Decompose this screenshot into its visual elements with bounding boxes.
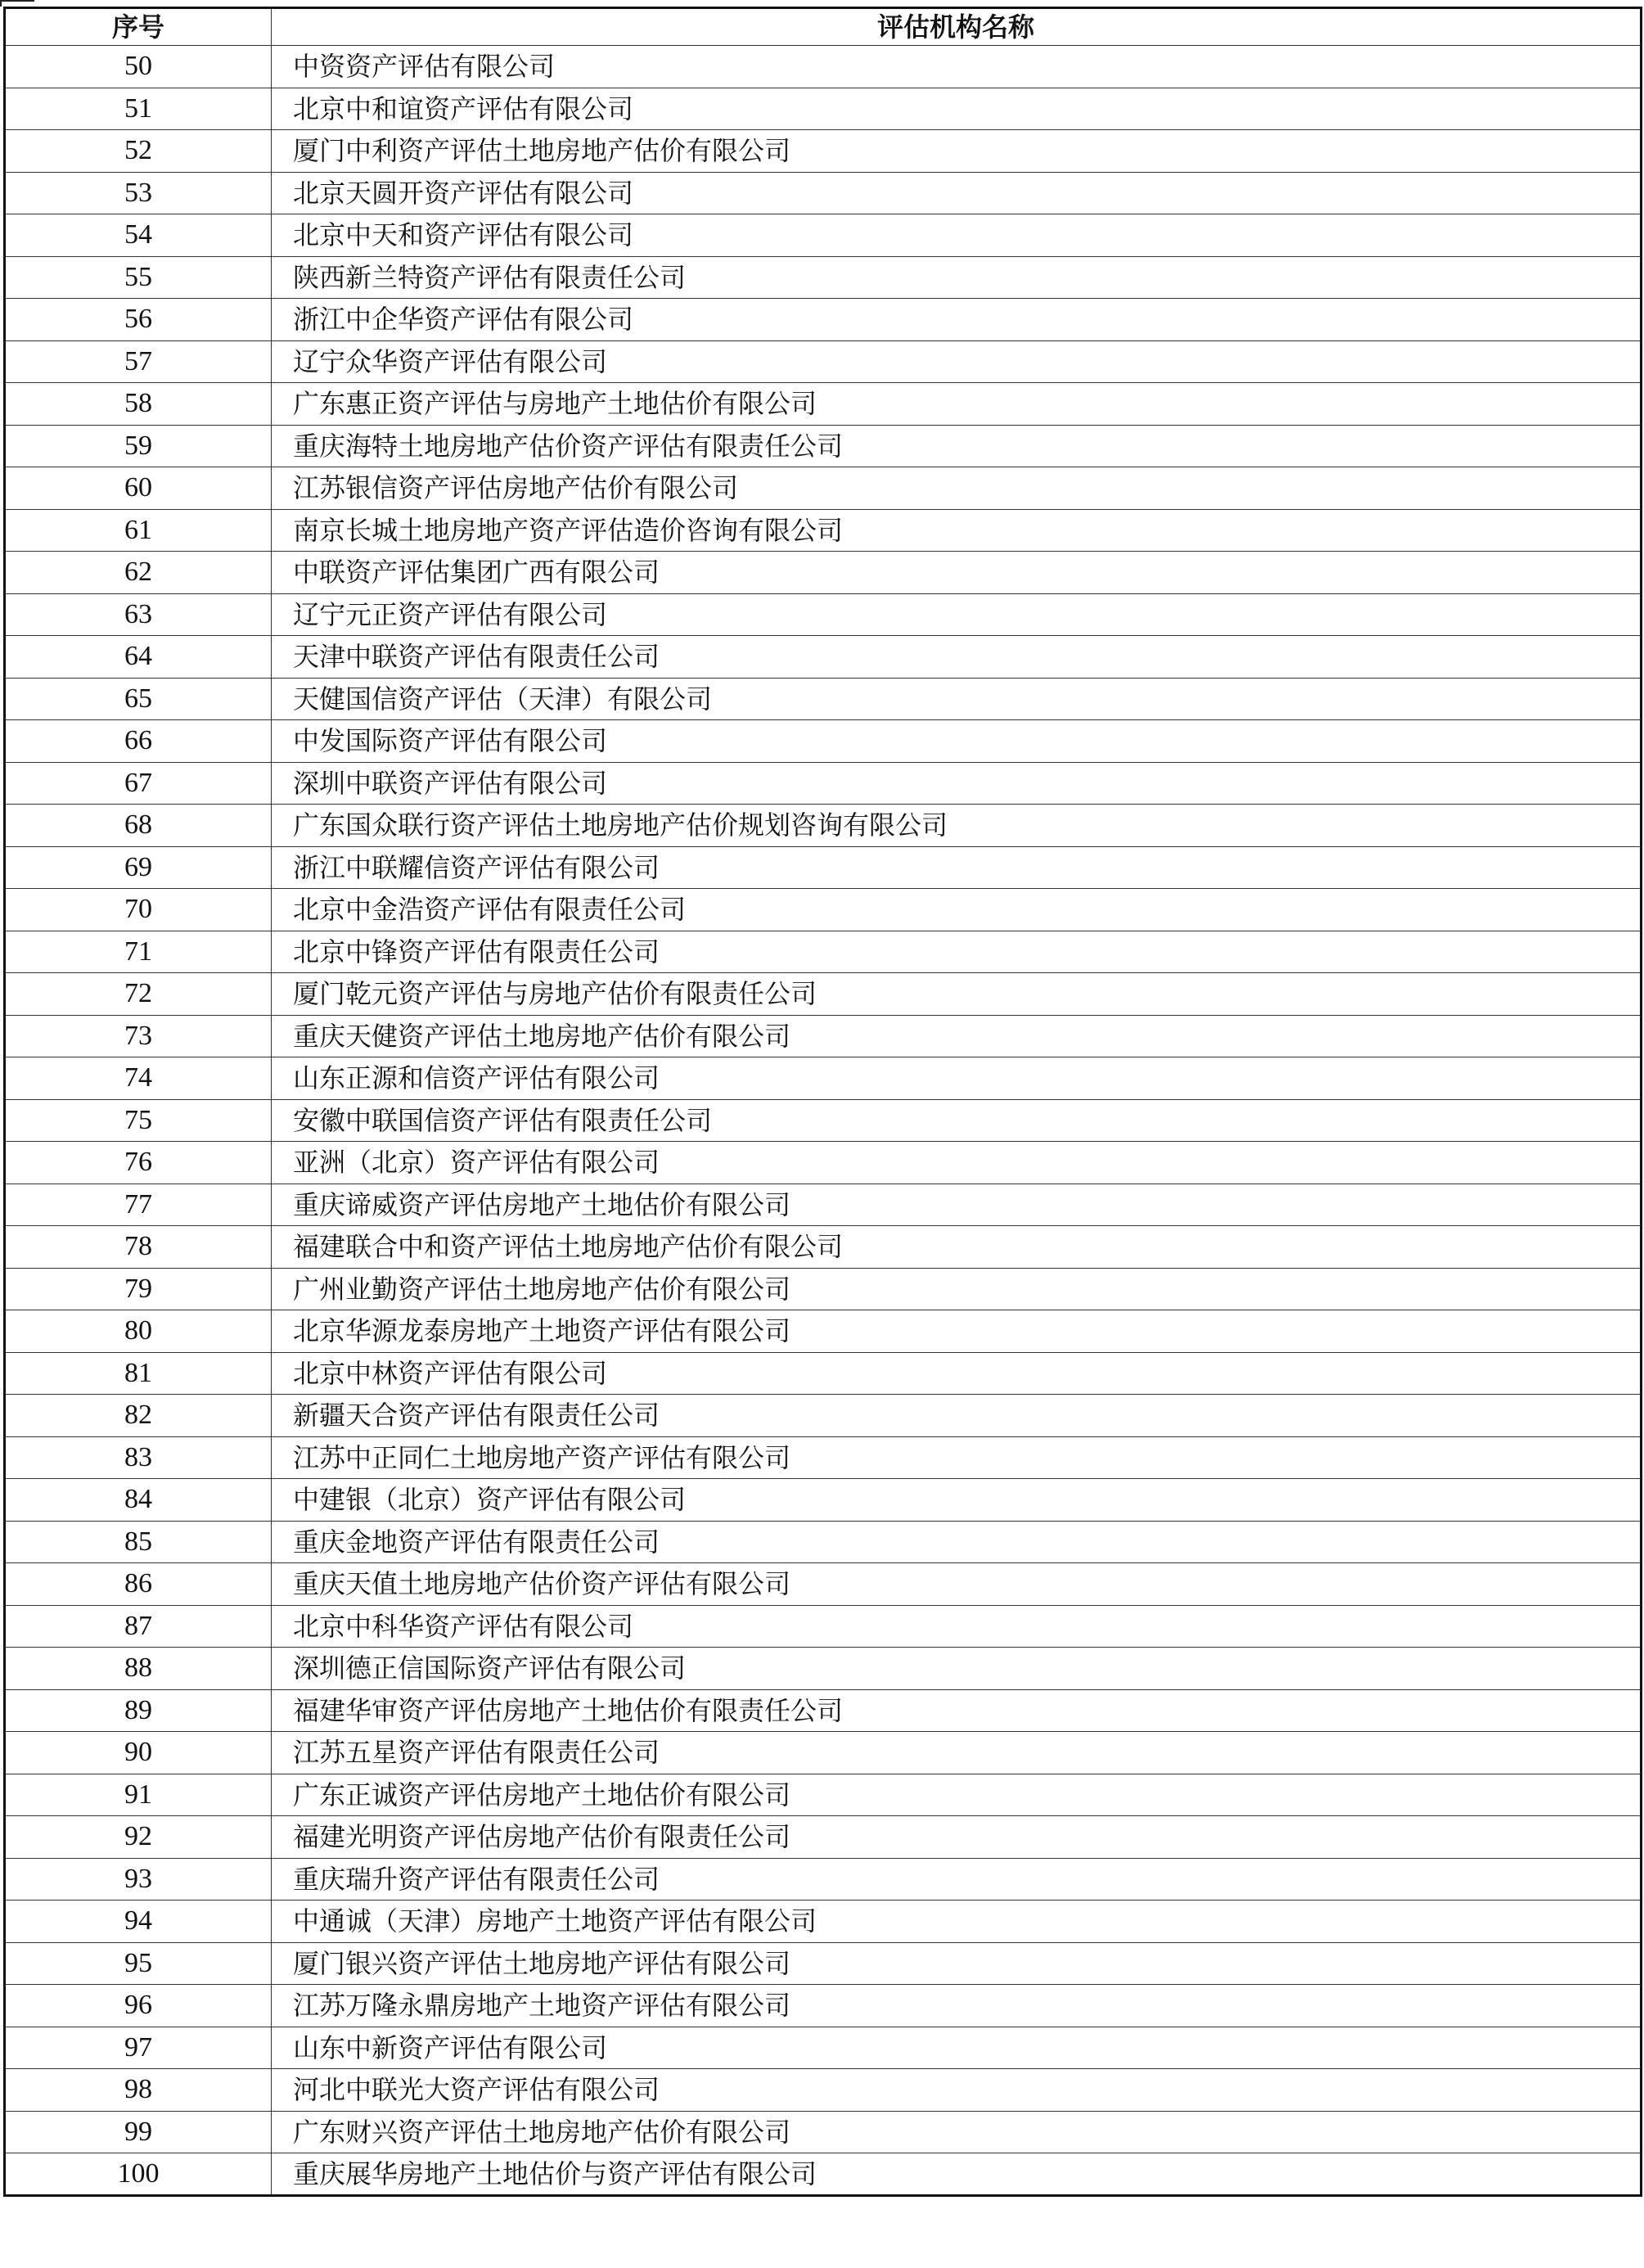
row-agency-name: 广东正诚资产评估房地产土地估价有限公司 (272, 1774, 1642, 1816)
table-row (5, 720, 1642, 763)
row-agency-name: 河北中联光大资产评估有限公司 (272, 2069, 1642, 2112)
table-row (5, 636, 1642, 679)
table-row (5, 1689, 1642, 1732)
row-serial-number: 71 (5, 931, 272, 973)
table-row (5, 1015, 1642, 1057)
row-serial-number: 66 (5, 720, 272, 763)
row-agency-name: 北京中锋资产评估有限责任公司 (272, 931, 1642, 973)
row-serial-number: 76 (5, 1142, 272, 1184)
row-agency-name: 中资资产评估有限公司 (272, 46, 1642, 88)
row-agency-name: 重庆天值土地房地产估价资产评估有限公司 (272, 1563, 1642, 1606)
row-agency-name: 山东正源和信资产评估有限公司 (272, 1057, 1642, 1100)
table-row (5, 172, 1642, 214)
row-serial-number: 60 (5, 467, 272, 510)
row-agency-name: 广州业勤资产评估土地房地产估价有限公司 (272, 1268, 1642, 1310)
table-row (5, 2027, 1642, 2069)
table-row (5, 1479, 1642, 1522)
table-row (5, 1985, 1642, 2027)
row-serial-number: 99 (5, 2111, 272, 2153)
table-row (5, 509, 1642, 552)
row-serial-number: 80 (5, 1310, 272, 1353)
row-serial-number: 97 (5, 2027, 272, 2069)
row-agency-name: 北京中林资产评估有限公司 (272, 1352, 1642, 1395)
row-serial-number: 58 (5, 383, 272, 426)
table-row (5, 88, 1642, 130)
row-serial-number: 88 (5, 1648, 272, 1690)
row-serial-number: 86 (5, 1563, 272, 1606)
row-agency-name: 浙江中企华资产评估有限公司 (272, 299, 1642, 341)
row-serial-number: 53 (5, 172, 272, 214)
table-row (5, 1268, 1642, 1310)
row-agency-name: 重庆天健资产评估土地房地产估价有限公司 (272, 1015, 1642, 1057)
table-row (5, 1605, 1642, 1648)
row-serial-number: 50 (5, 46, 272, 88)
row-agency-name: 新疆天合资产评估有限责任公司 (272, 1395, 1642, 1437)
page-corner-mark (0, 0, 34, 7)
table-row (5, 425, 1642, 467)
table-row (5, 1901, 1642, 1943)
row-agency-name: 北京中科华资产评估有限公司 (272, 1605, 1642, 1648)
row-agency-name: 广东国众联行资产评估土地房地产估价规划咨询有限公司 (272, 805, 1642, 847)
row-serial-number: 56 (5, 299, 272, 341)
row-agency-name: 中发国际资产评估有限公司 (272, 720, 1642, 763)
table-row (5, 1142, 1642, 1184)
header-row (5, 8, 1642, 46)
table-row (5, 1395, 1642, 1437)
table-row (5, 1310, 1642, 1353)
table-row (5, 467, 1642, 510)
table-row (5, 678, 1642, 720)
table-row (5, 340, 1642, 383)
row-agency-name: 浙江中联耀信资产评估有限公司 (272, 846, 1642, 889)
row-agency-name: 江苏万隆永鼎房地产土地资产评估有限公司 (272, 1985, 1642, 2027)
row-serial-number: 62 (5, 552, 272, 594)
table-row (5, 1816, 1642, 1859)
row-agency-name: 重庆展华房地产土地估价与资产评估有限公司 (272, 2153, 1642, 2196)
row-serial-number: 81 (5, 1352, 272, 1395)
row-agency-name: 江苏银信资产评估房地产估价有限公司 (272, 467, 1642, 510)
header-serial-number: 序号 (5, 8, 272, 46)
table-row (5, 593, 1642, 636)
row-serial-number: 73 (5, 1015, 272, 1057)
row-serial-number: 51 (5, 88, 272, 130)
row-agency-name: 亚洲（北京）资产评估有限公司 (272, 1142, 1642, 1184)
row-agency-name: 重庆瑞升资产评估有限责任公司 (272, 1858, 1642, 1901)
row-serial-number: 91 (5, 1774, 272, 1816)
table-row (5, 1774, 1642, 1816)
row-agency-name: 福建华审资产评估房地产土地估价有限责任公司 (272, 1689, 1642, 1732)
table-row (5, 130, 1642, 173)
row-serial-number: 82 (5, 1395, 272, 1437)
table-row (5, 1226, 1642, 1269)
table-row (5, 256, 1642, 299)
row-agency-name: 北京中金浩资产评估有限责任公司 (272, 889, 1642, 931)
row-agency-name: 中联资产评估集团广西有限公司 (272, 552, 1642, 594)
row-serial-number: 83 (5, 1436, 272, 1479)
row-serial-number: 93 (5, 1858, 272, 1901)
table-row (5, 846, 1642, 889)
row-serial-number: 70 (5, 889, 272, 931)
row-serial-number: 65 (5, 678, 272, 720)
row-serial-number: 72 (5, 973, 272, 1016)
table-header (5, 8, 1642, 46)
row-agency-name: 辽宁元正资产评估有限公司 (272, 593, 1642, 636)
table-row (5, 2111, 1642, 2153)
appraisal-agency-table (3, 7, 1642, 2197)
table-body (5, 46, 1642, 2196)
row-serial-number: 77 (5, 1184, 272, 1226)
row-agency-name: 江苏五星资产评估有限责任公司 (272, 1732, 1642, 1774)
table-row (5, 299, 1642, 341)
row-serial-number: 94 (5, 1901, 272, 1943)
table-row (5, 973, 1642, 1016)
row-agency-name: 广东财兴资产评估土地房地产估价有限公司 (272, 2111, 1642, 2153)
row-serial-number: 87 (5, 1605, 272, 1648)
row-serial-number: 54 (5, 214, 272, 257)
table-row (5, 2069, 1642, 2112)
row-serial-number: 85 (5, 1521, 272, 1563)
row-agency-name: 北京华源龙泰房地产土地资产评估有限公司 (272, 1310, 1642, 1353)
table-row (5, 1436, 1642, 1479)
table-row (5, 46, 1642, 88)
row-agency-name: 中通诚（天津）房地产土地资产评估有限公司 (272, 1901, 1642, 1943)
row-serial-number: 90 (5, 1732, 272, 1774)
row-agency-name: 北京中天和资产评估有限公司 (272, 214, 1642, 257)
row-serial-number: 68 (5, 805, 272, 847)
row-serial-number: 63 (5, 593, 272, 636)
row-agency-name: 福建联合中和资产评估土地房地产估价有限公司 (272, 1226, 1642, 1269)
table-row (5, 383, 1642, 426)
row-serial-number: 75 (5, 1099, 272, 1142)
table-row (5, 1942, 1642, 1985)
row-agency-name: 重庆谛威资产评估房地产土地估价有限公司 (272, 1184, 1642, 1226)
table-row (5, 2153, 1642, 2196)
row-agency-name: 重庆海特土地房地产估价资产评估有限责任公司 (272, 425, 1642, 467)
row-serial-number: 59 (5, 425, 272, 467)
row-agency-name: 北京中和谊资产评估有限公司 (272, 88, 1642, 130)
row-serial-number: 79 (5, 1268, 272, 1310)
row-agency-name: 辽宁众华资产评估有限公司 (272, 340, 1642, 383)
row-serial-number: 61 (5, 509, 272, 552)
row-serial-number: 55 (5, 256, 272, 299)
table-row (5, 889, 1642, 931)
table-row (5, 1648, 1642, 1690)
table-row (5, 1521, 1642, 1563)
header-agency-name: 评估机构名称 (272, 8, 1642, 46)
row-agency-name: 山东中新资产评估有限公司 (272, 2027, 1642, 2069)
row-serial-number: 64 (5, 636, 272, 679)
table-row (5, 1057, 1642, 1100)
row-serial-number: 100 (5, 2153, 272, 2196)
table-row (5, 805, 1642, 847)
table-row (5, 762, 1642, 805)
table-row (5, 1563, 1642, 1606)
row-agency-name: 福建光明资产评估房地产估价有限责任公司 (272, 1816, 1642, 1859)
table-row (5, 1184, 1642, 1226)
row-agency-name: 天津中联资产评估有限责任公司 (272, 636, 1642, 679)
row-serial-number: 96 (5, 1985, 272, 2027)
row-serial-number: 89 (5, 1689, 272, 1732)
table-row (5, 552, 1642, 594)
row-serial-number: 74 (5, 1057, 272, 1100)
row-agency-name: 厦门银兴资产评估土地房地产评估有限公司 (272, 1942, 1642, 1985)
row-serial-number: 69 (5, 846, 272, 889)
row-agency-name: 陕西新兰特资产评估有限责任公司 (272, 256, 1642, 299)
row-agency-name: 天健国信资产评估（天津）有限公司 (272, 678, 1642, 720)
table-row (5, 931, 1642, 973)
row-serial-number: 92 (5, 1816, 272, 1859)
row-agency-name: 南京长城土地房地产资产评估造价咨询有限公司 (272, 509, 1642, 552)
row-agency-name: 厦门乾元资产评估与房地产估价有限责任公司 (272, 973, 1642, 1016)
row-agency-name: 江苏中正同仁土地房地产资产评估有限公司 (272, 1436, 1642, 1479)
row-agency-name: 安徽中联国信资产评估有限责任公司 (272, 1099, 1642, 1142)
row-agency-name: 中建银（北京）资产评估有限公司 (272, 1479, 1642, 1522)
row-agency-name: 北京天圆开资产评估有限公司 (272, 172, 1642, 214)
table-row (5, 214, 1642, 257)
row-serial-number: 84 (5, 1479, 272, 1522)
row-agency-name: 厦门中利资产评估土地房地产估价有限公司 (272, 130, 1642, 173)
row-agency-name: 广东惠正资产评估与房地产土地估价有限公司 (272, 383, 1642, 426)
table-row (5, 1732, 1642, 1774)
row-serial-number: 52 (5, 130, 272, 173)
row-serial-number: 67 (5, 762, 272, 805)
row-serial-number: 57 (5, 340, 272, 383)
table-row (5, 1352, 1642, 1395)
row-serial-number: 95 (5, 1942, 272, 1985)
table-row (5, 1099, 1642, 1142)
row-serial-number: 78 (5, 1226, 272, 1269)
row-agency-name: 深圳中联资产评估有限公司 (272, 762, 1642, 805)
row-serial-number: 98 (5, 2069, 272, 2112)
table-row (5, 1858, 1642, 1901)
row-agency-name: 深圳德正信国际资产评估有限公司 (272, 1648, 1642, 1690)
row-agency-name: 重庆金地资产评估有限责任公司 (272, 1521, 1642, 1563)
